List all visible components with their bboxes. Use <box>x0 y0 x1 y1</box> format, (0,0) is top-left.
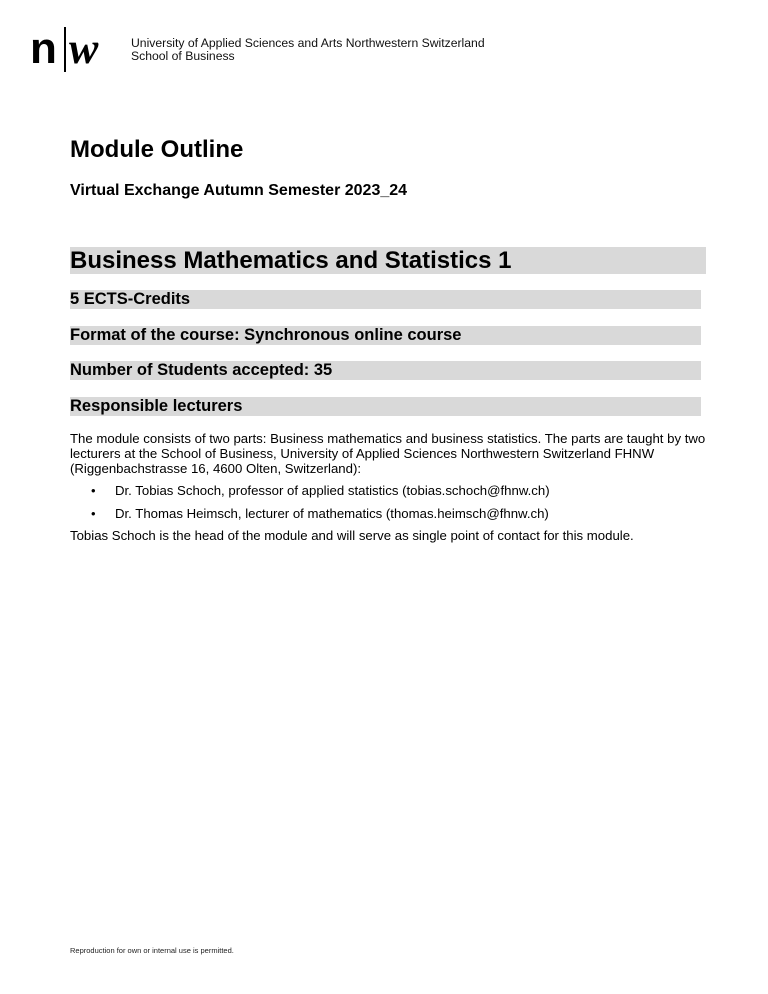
section-heading-credits: 5 ECTS-Credits <box>70 290 701 309</box>
lecturer-item <box>70 506 710 521</box>
institution-header <box>131 37 485 63</box>
module-name-heading: Business Mathematics and Statistics 1 <box>70 247 706 274</box>
document-subtitle: Virtual Exchange Autumn Semester 2023_24 <box>70 182 408 199</box>
school-name: School of Business <box>131 49 235 63</box>
section-heading-students: Number of Students accepted: 35 <box>70 361 701 380</box>
intro-paragraph: The module consists of two parts: Business mathematics and business statistics. The parts are taught by two lecturers at the School of Business, University of Applied Sciences Northwestern Switzerland FHNW (Riggenbachstrasse 16, 4600 Olten, Switzerland): <box>70 431 706 476</box>
bullet-icon: • <box>91 505 96 521</box>
lecturers-section-body <box>70 431 710 543</box>
footer-note: Reproduction for own or internal use is permitted. <box>70 946 234 955</box>
document-title: Module Outline <box>70 136 244 163</box>
lecturer-text: Dr. Tobias Schoch, professor of applied statistics (tobias.schoch@fhnw.ch) <box>115 483 550 498</box>
section-heading-format: Format of the course: Synchronous online course <box>70 326 701 345</box>
lecturer-list <box>70 483 710 521</box>
logo-divider <box>64 27 66 72</box>
lecturer-item <box>70 483 710 498</box>
section-heading-lecturers: Responsible lecturers <box>70 397 701 416</box>
institution-name: University of Applied Sciences and Arts Northwestern Switzerland <box>131 36 485 50</box>
logo-w-glyph: w <box>69 24 99 73</box>
logo-n-glyph: n <box>30 24 56 73</box>
lecturer-text: Dr. Thomas Heimsch, lecturer of mathematics (thomas.heimsch@fhnw.ch) <box>115 505 549 521</box>
closing-paragraph: Tobias Schoch is the head of the module and will serve as single point of contact for this module. <box>70 528 634 543</box>
bullet-icon: • <box>91 483 96 498</box>
